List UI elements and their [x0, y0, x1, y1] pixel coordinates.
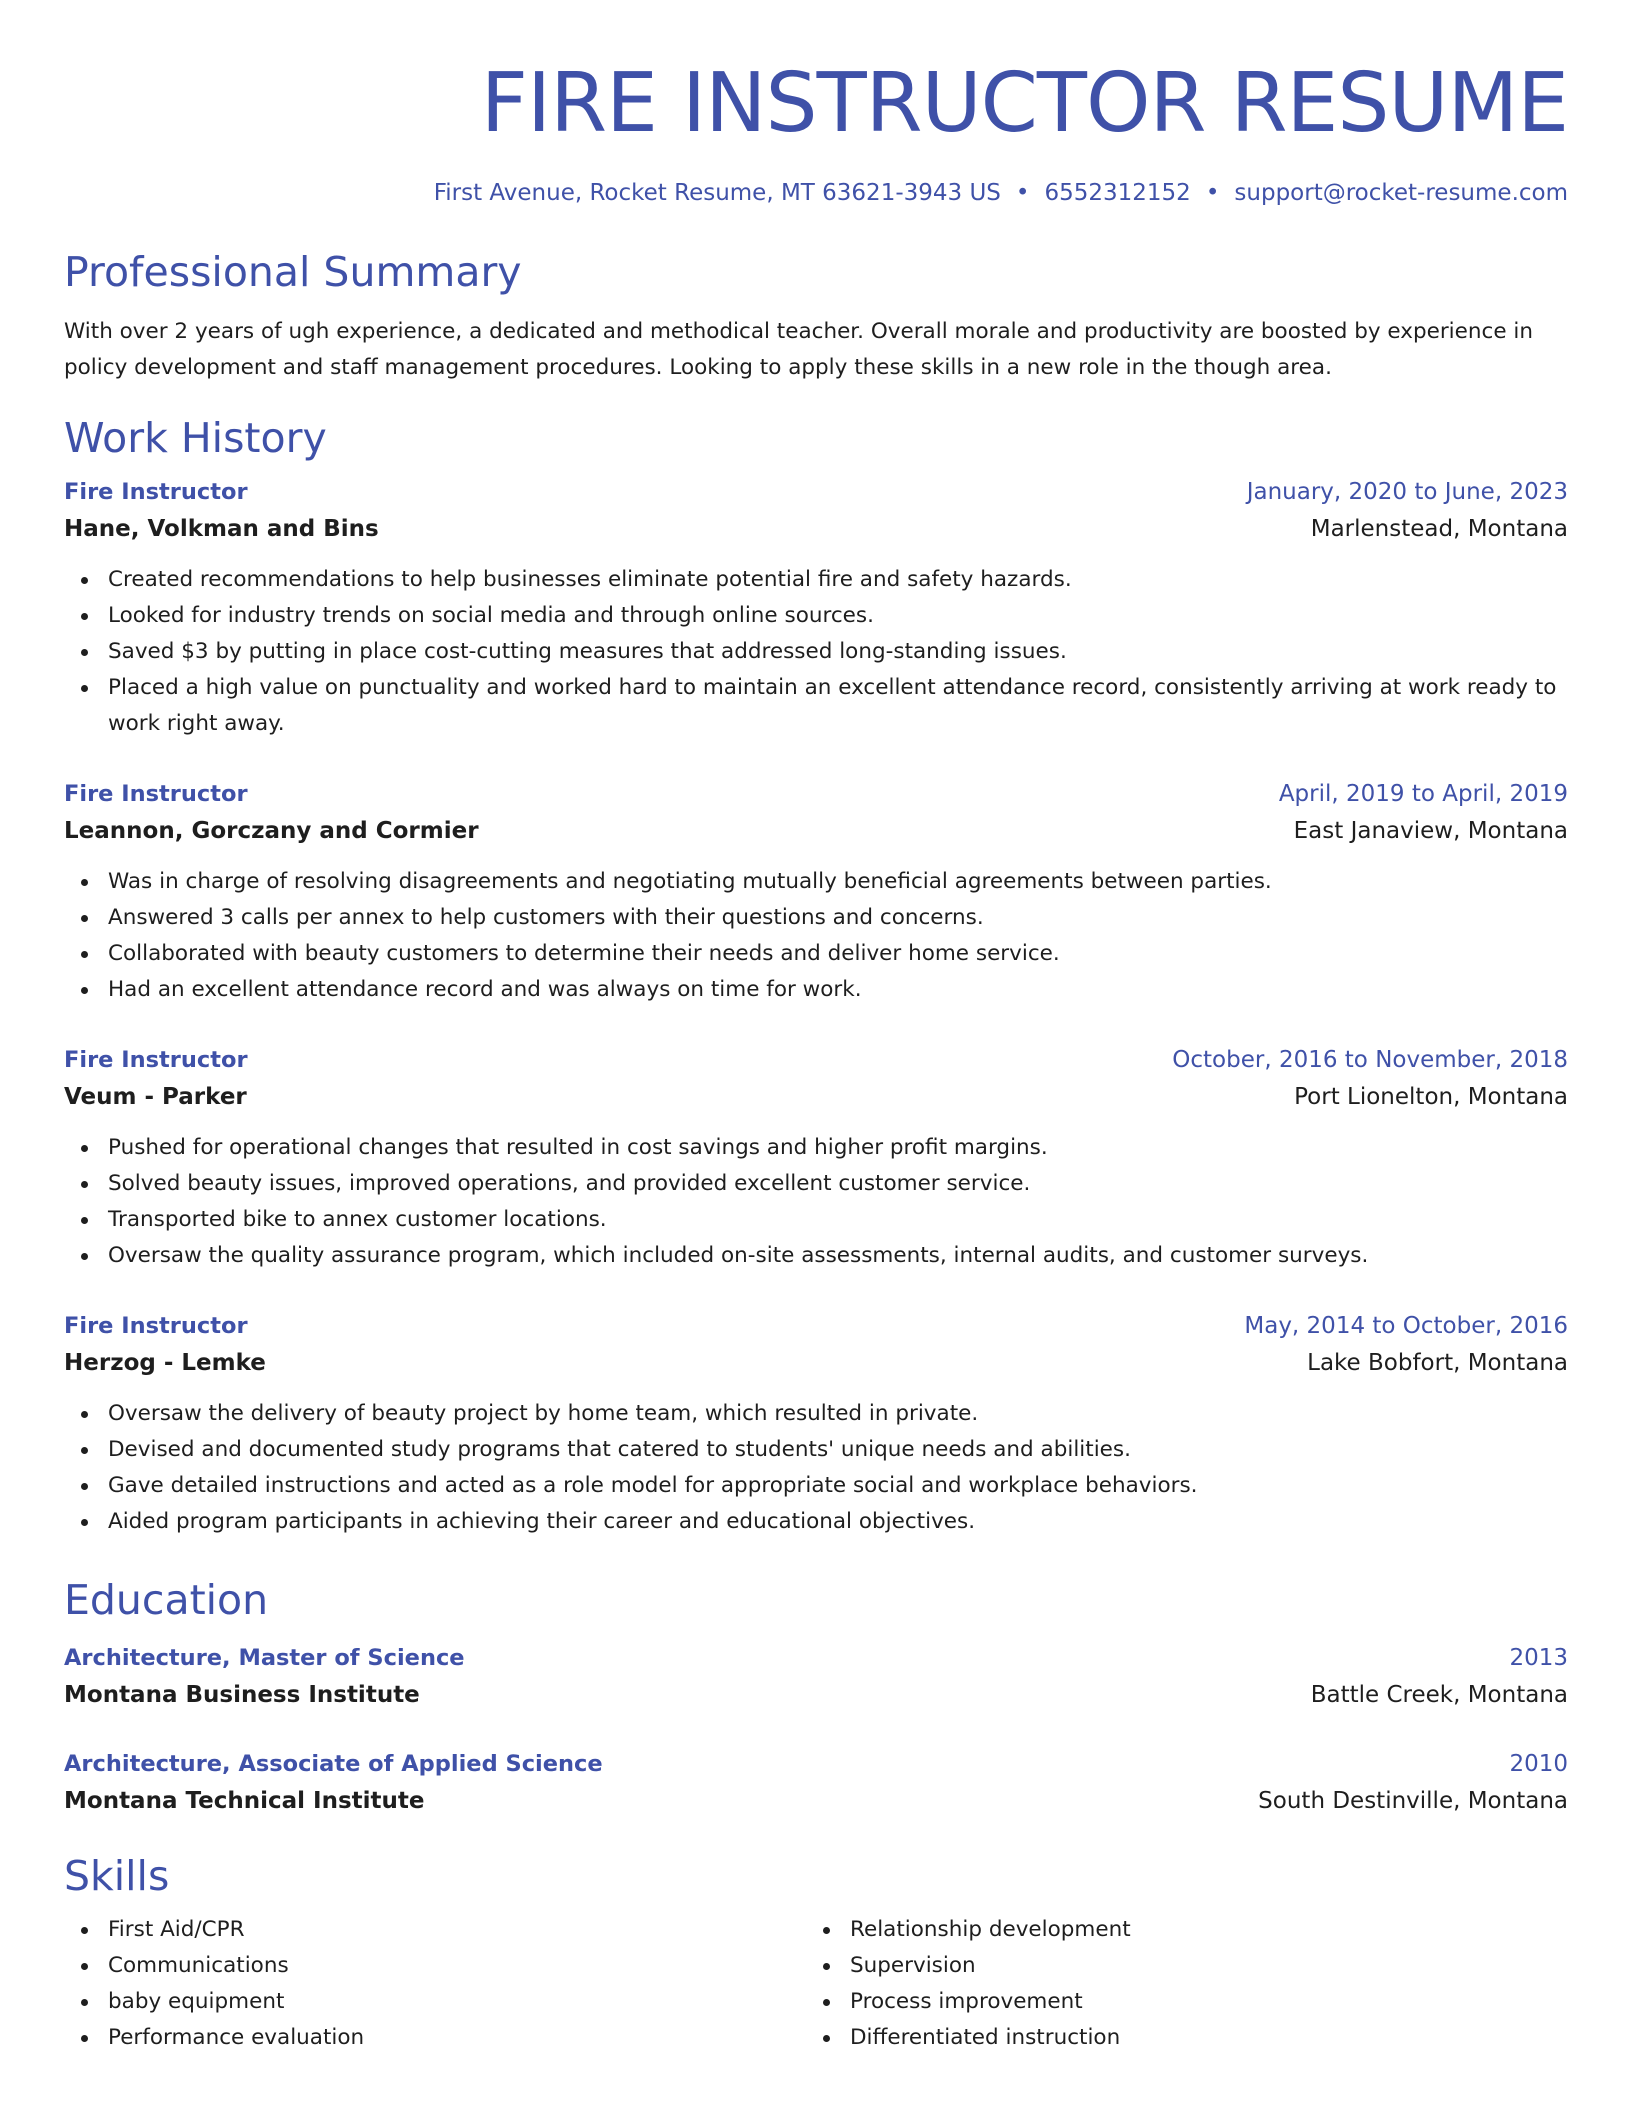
job-entry	[64, 1308, 1568, 1540]
skill-item: Supervision	[806, 1948, 1548, 1984]
degree-title: Architecture, Associate of Applied Science	[64, 1751, 603, 1777]
phone-text: 6552312152	[1044, 180, 1191, 206]
skill-item: Relationship development	[806, 1912, 1548, 1948]
job-bullet: Created recommendations to help businesses eliminate potential fire and safety hazards.	[64, 562, 1568, 598]
job-dates: May, 2014 to October, 2016	[1244, 1313, 1568, 1339]
section-heading: Education	[64, 1576, 269, 1624]
job-title: Fire Instructor	[64, 781, 248, 807]
job-location: Port Lionelton, Montana	[1294, 1084, 1568, 1110]
skill-item: Differentiated instruction	[806, 2020, 1548, 2056]
company-name: Veum - Parker	[64, 1084, 247, 1110]
skill-item: First Aid/CPR	[64, 1912, 806, 1948]
section-heading: Work History	[64, 414, 327, 462]
job-dates: April, 2019 to April, 2019	[1278, 781, 1568, 807]
skill-item: Process improvement	[806, 1984, 1548, 2020]
job-title: Fire Instructor	[64, 1313, 248, 1339]
job-entry	[64, 474, 1568, 742]
skills-column-left	[64, 1912, 806, 2056]
job-dates: October, 2016 to November, 2018	[1172, 1047, 1568, 1073]
job-bullet: Solved beauty issues, improved operations, and provided excellent customer service.	[64, 1166, 1568, 1202]
job-bullet: Was in charge of resolving disagreements and negotiating mutually beneficial agreements between parties.	[64, 864, 1568, 900]
work-history-section	[64, 412, 1568, 1540]
job-title: Fire Instructor	[64, 1047, 248, 1073]
school-name: Montana Technical Institute	[64, 1788, 425, 1814]
job-entry	[64, 1042, 1568, 1274]
graduation-year: 2013	[1509, 1645, 1568, 1671]
skills-grid	[64, 1912, 1568, 2056]
section-heading: Skills	[64, 1852, 170, 1900]
job-bullet: Aided program participants in achieving their career and educational objectives.	[64, 1504, 1568, 1540]
job-bullet: Devised and documented study programs that catered to students' unique needs and abilities.	[64, 1432, 1568, 1468]
job-bullets	[64, 864, 1568, 1008]
job-bullet: Looked for industry trends on social media and through online sources.	[64, 598, 1568, 634]
school-location: Battle Creek, Montana	[1310, 1682, 1568, 1708]
job-bullet: Transported bike to annex customer locations.	[64, 1202, 1568, 1238]
job-dates: January, 2020 to June, 2023	[1246, 479, 1568, 505]
job-entry	[64, 776, 1568, 1008]
school-location: South Destinville, Montana	[1258, 1788, 1568, 1814]
job-bullet: Pushed for operational changes that resulted in cost savings and higher profit margins.	[64, 1130, 1568, 1166]
job-bullet: Saved $3 by putting in place cost-cutting measures that addressed long-standing issues.	[64, 634, 1568, 670]
job-bullets	[64, 562, 1568, 742]
email-link[interactable]: support@rocket-resume.com	[1234, 180, 1568, 206]
skill-item: Performance evaluation	[64, 2020, 806, 2056]
skill-item: baby equipment	[64, 1984, 806, 2020]
job-bullet: Answered 3 calls per annex to help customers with their questions and concerns.	[64, 900, 1568, 936]
job-bullet: Oversaw the quality assurance program, which included on-site assessments, internal audits, and customer surveys.	[64, 1238, 1568, 1274]
degree-title: Architecture, Master of Science	[64, 1645, 465, 1671]
job-bullet: Placed a high value on punctuality and worked hard to maintain an excellent attendance record, consistently arriving at work ready to work right away.	[64, 670, 1568, 742]
resume-title: FIRE INSTRUCTOR RESUME	[480, 56, 1568, 151]
education-entry	[64, 1746, 1568, 1820]
professional-summary-section	[64, 246, 1568, 386]
address-text: First Avenue, Rocket Resume, MT 63621-3943 US	[433, 180, 1001, 206]
job-bullet: Had an excellent attendance record and was always on time for work.	[64, 972, 1568, 1008]
contact-info	[64, 178, 1568, 208]
job-bullet: Collaborated with beauty customers to determine their needs and deliver home service.	[64, 936, 1568, 972]
graduation-year: 2010	[1509, 1751, 1568, 1777]
job-location: Lake Bobfort, Montana	[1307, 1350, 1568, 1376]
skills-section	[64, 1850, 1568, 2056]
summary-text: With over 2 years of ugh experience, a dedicated and methodical teacher. Overall morale and productivity are boosted by experience in policy development and staff management procedures. Looking to apply these skills in a new role in the though area.	[64, 319, 1533, 380]
company-name: Herzog - Lemke	[64, 1350, 266, 1376]
job-bullets	[64, 1396, 1568, 1540]
job-location: Marlenstead, Montana	[1310, 516, 1568, 542]
job-bullet: Oversaw the delivery of beauty project by home team, which resulted in private.	[64, 1396, 1568, 1432]
skill-item: Communications	[64, 1948, 806, 1984]
job-title: Fire Instructor	[64, 479, 248, 505]
company-name: Hane, Volkman and Bins	[64, 516, 379, 542]
section-heading: Professional Summary	[64, 248, 522, 296]
education-entry	[64, 1640, 1568, 1714]
skills-column-right	[806, 1912, 1548, 2056]
job-bullet: Gave detailed instructions and acted as a role model for appropriate social and workplace behaviors.	[64, 1468, 1568, 1504]
company-name: Leannon, Gorczany and Cormier	[64, 818, 479, 844]
job-bullets	[64, 1130, 1568, 1274]
bullet-separator: •	[1015, 180, 1030, 206]
education-section	[64, 1574, 1568, 1820]
resume-page	[64, 0, 1568, 2056]
job-location: East Janaview, Montana	[1293, 818, 1568, 844]
school-name: Montana Business Institute	[64, 1682, 420, 1708]
bullet-separator: •	[1205, 180, 1220, 206]
